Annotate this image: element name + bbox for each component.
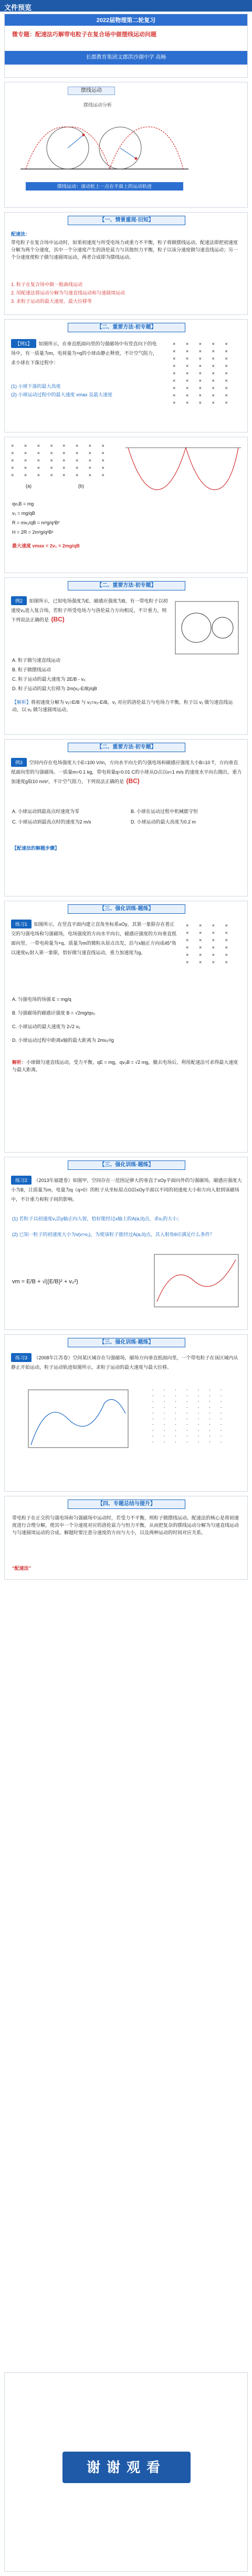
fig-label-a: (a) bbox=[26, 483, 32, 489]
slide3-point-1: 1. 粒子在复合场中做一般曲线运动 bbox=[11, 282, 83, 287]
slide8-option-b: B. 匀强磁场的磁感应强度 B = √2mg/qv₀ bbox=[12, 1010, 95, 1016]
slide8-tag: 【三、强化训练·题练】 bbox=[68, 904, 185, 914]
slide6-solution bbox=[12, 699, 241, 713]
slide7-note: 【配速法的解题步骤】 bbox=[12, 846, 60, 851]
magnetic-field-grid: × × × × × × × × × × × × × × × × × × × × × × × × × × × × × × × × × × × × × × × × × × × × × bbox=[173, 342, 232, 406]
slide7-example-text: 空间内存在电场强度大小E=100 V/m，方向水平向左的匀强电场和磁感应强度大小B=10 T，方向垂直纸面向里的匀强磁场。一质量m=0.1 kg，带电荷量q=0.01 C的小球从O点以v=1 m/s 的速度水平向右抛出，重力加速度g取10 m/s²，不计空气阻力，下列说法正确的是 bbox=[11, 760, 242, 784]
slide11-tag: 【四、专题总结与提升】 bbox=[68, 1500, 185, 1509]
slide2-caption: 摆线运动：滚动轮上一点在平面上的运动轨迹 bbox=[26, 182, 183, 191]
slide4-question-2: (2) 小球运动过程中的最大速度 vmax 及最大速度 bbox=[11, 392, 113, 397]
field-grid-a: × × × × × × × × × × × × × × × × × × × × bbox=[11, 444, 57, 478]
formula-2: v₁ = mg/qB bbox=[12, 511, 35, 516]
slide4-example bbox=[11, 339, 158, 367]
slide9-question-1: (1) 若粒子以初速度v₁沿y轴正向入射，恰好能经过x轴上的A(a,0)点，求v₁的大小； bbox=[12, 1216, 182, 1221]
slide9-formula: vm = E/B + √((E/B)² + v₀²) bbox=[12, 1279, 78, 1285]
slide7-tag: 【二、重要方法·初专题】 bbox=[68, 743, 185, 752]
slide8-solution-label: 解析 bbox=[12, 1060, 22, 1065]
slide4-question-1: (1) 小球下落的最大高度 bbox=[11, 384, 61, 389]
slide3-body: 带电粒子在复合场中运动时，如果初速度与所受电场力或重力不平衡，粒子将做摆线运动。配速法即把初速度分解为两个分速度，其中一个分速度产生的洛伦兹力与其他恒力平衡，粒子以该分速度做匀速直线运动；另一个分速度使粒子做匀速圆周运动，两者合成即为摆线运动。 bbox=[11, 240, 238, 260]
slide6-solution-label: 【解析】 bbox=[12, 700, 32, 705]
slide5-answer: 最大速度 vmax = 2v₁ = 2mg/qB bbox=[12, 543, 80, 548]
slide7-example bbox=[11, 757, 242, 786]
slide10-example-label: 练习3 bbox=[11, 1353, 32, 1362]
slide-6 bbox=[4, 577, 248, 735]
slide-9 bbox=[4, 1157, 248, 1330]
slide-11 bbox=[4, 1496, 248, 1580]
slide-5 bbox=[4, 437, 248, 573]
slide1-topic-text: 配速法巧解带电粒子在复合场中做摆线运动问题 bbox=[35, 31, 156, 38]
slide8-solution-text: 小球做匀速直线运动，受力平衡，qE = mg，qv₀B = √2 mg，撤去电场后，利用配速法可求得最大速度与最大距离。 bbox=[12, 1060, 238, 1072]
slide6-example-label: 例2 bbox=[11, 596, 27, 605]
slide6-figure bbox=[173, 599, 241, 657]
cycloid-figure bbox=[20, 109, 188, 177]
slide8-option-a: A. 匀强电场的场强 E = mg/q bbox=[12, 997, 71, 1002]
slide7-option-c: C. 小球运动到最高点时的速度为2 m/s bbox=[12, 819, 91, 825]
slide1-topic bbox=[12, 30, 241, 38]
slide9-example-text: （2013年福建卷）如图甲，空间存在一范围足够大的垂直于xOy平面向外的匀强磁场，磁感应强度大小为B，让质量为m，电量为q（q>0）的粒子从坐标原点O沿xOy平面以不同的初速度大小和方向入射到该磁场中，不计重力和粒子间的影响。 bbox=[11, 1178, 242, 1202]
slide6-option-d: D. 粒子运动的最大位移为 2m(v₀-E/B)/qB bbox=[12, 686, 97, 691]
slide6-option-a: A. 粒子做匀速直线运动 bbox=[12, 658, 61, 663]
slide-8 bbox=[4, 901, 248, 1153]
end-slide bbox=[4, 2372, 248, 2572]
slide8-example-text: 如图所示，在竖直平面内建立直角坐标系xOy，其第一象限存在着正交的匀强电场和匀强磁场，电场强度的方向水平向右，磁感应强度的方向垂直纸面向里。一带电荷量为+q、质量为m的微粒从原点出发，沿与x轴正方向成45°角以速度v₀射入第一象限，恰好做匀速直线运动，重力加速度为g。 bbox=[11, 922, 177, 955]
slide-2 bbox=[4, 82, 248, 208]
slide8-option-c: C. 小球运动的最大速度为 2√2 v₀ bbox=[12, 1024, 80, 1029]
slide6-tag: 【二、重要方法·初专题】 bbox=[68, 581, 185, 590]
slide1-author-bar bbox=[5, 51, 247, 65]
slide6-example-text: 如图所示，已知电场强度为E、磁感应强度为B，有一带电粒子以初速度v₀进入复合场，若粒子所受电场力与洛伦兹力方向相反，不计重力，则下列说法正确的是 bbox=[11, 598, 168, 622]
slide4-example-label: 【例1】 bbox=[11, 339, 36, 348]
slide-7 bbox=[4, 739, 248, 896]
slide7-option-d: D. 小球运动的最大高度为0.2 m bbox=[131, 819, 196, 825]
field-grid-b: × × × × × × × × × × × × × × × × × × × × bbox=[62, 444, 108, 478]
slide-3 bbox=[4, 212, 248, 315]
slide8-example bbox=[11, 919, 179, 957]
slide7-answer-mark: (BC) bbox=[126, 777, 140, 785]
slide11-summary: 带电粒子在正交的匀强电场和匀强磁场中运动时，若受力不平衡，则粒子做摆线运动。配速法的核心是将初速度进行合理分解，使其中一个分速度对应的洛伦兹力与恒力平衡，从而把复杂的摆线运动分解为匀速直线运动与匀速圆周运动的合成。解题时要注意分速度的方向与大小，以及两种运动的时间对应关系。 bbox=[12, 1515, 239, 1535]
slide9-example bbox=[11, 1175, 242, 1203]
slide10-tag: 【三、强化训练·题练】 bbox=[68, 1338, 185, 1347]
formula-4: H = 2R = 2m²g/q²B² bbox=[12, 530, 54, 535]
slide9-figure bbox=[152, 1252, 241, 1310]
slide2-subtitle: 摆线运动分析 bbox=[83, 102, 112, 108]
fig-label-b: (b) bbox=[78, 483, 84, 489]
slide6-option-c: C. 粒子运动的最大速度为 2E/B - v₀ bbox=[12, 677, 86, 682]
slide7-option-b: B. 小球在运动过程中机械能守恒 bbox=[131, 809, 198, 814]
slide8-solution: 解析：小球做匀速直线运动，受力平衡，qE = mg，qv₀B = √2 mg，撤去电场后，利用配速法可求得最大速度与最大距离。 bbox=[12, 1060, 238, 1072]
slide2-title: 摆线运动 bbox=[68, 87, 115, 95]
formula-3: R = mv₁/qB = m²g/q²B² bbox=[12, 520, 60, 525]
formula-1: qv₁B = mg bbox=[12, 501, 34, 506]
slide3-tag: 【一、情景重现·旧知】 bbox=[68, 216, 185, 225]
slide6-answer-mark: (BC) bbox=[51, 616, 65, 623]
slide3-point-2: 2. 用配速法将运动分解为匀速直线运动和匀速圆周运动 bbox=[11, 290, 125, 295]
slide10-figure bbox=[26, 1387, 131, 1450]
thanks-banner: 谢谢观看 bbox=[62, 2452, 191, 2483]
slide9-tag: 【三、强化训练·题练】 bbox=[68, 1160, 185, 1170]
slide7-example-label: 例3 bbox=[11, 758, 27, 767]
slide1-header: 2022届物理第二轮复习 bbox=[5, 14, 247, 26]
slide8-field-grid: × × × × × × × × × × × × × × × × × × × × × × × × bbox=[186, 923, 232, 965]
slide10-field-dots: · · · · · · · · · · · · · · · · · · · · · · · · · · · · · · · · · · · · · · · · · · · · · · · · · · · · · · · · · · · · · · · · · · · · · · bbox=[152, 1388, 226, 1444]
slide9-question-2: (2) 已知一粒子的初速度大小为v(v>v₁)，为使该粒子能经过A(a,0)点，其入射角θ应满足什么条件？ bbox=[12, 1232, 215, 1237]
slide7-option-a: A. 小球运动到最高点时速度为零 bbox=[12, 809, 80, 814]
cycloid-trajectory-figure bbox=[125, 442, 241, 495]
slide1-topic-label: 微专题： bbox=[12, 31, 35, 38]
slide10-example bbox=[11, 1353, 242, 1371]
slide4-example-text: 如图所示，在垂直纸面向里的匀强磁场中有竖直向下的电场中，有一质量为m，电荷量为+q的小球由静止释放，不计空气阻力，求小球在下落过程中： bbox=[11, 341, 158, 365]
slide3-point-3: 3. 求粒子运动的最大速度、最大位移等 bbox=[11, 299, 92, 304]
slide3-heading: 配速法： bbox=[11, 231, 30, 237]
slide4-tag: 【二、重要方法·初专题】 bbox=[68, 323, 185, 332]
slide8-example-label: 练习1 bbox=[11, 920, 32, 928]
slide-4 bbox=[4, 319, 248, 432]
slide6-example bbox=[11, 596, 169, 624]
slide11-highlight: “配速法” bbox=[12, 1566, 32, 1571]
slide-1 bbox=[4, 14, 248, 78]
slide6-option-b: B. 粒子做摆线运动 bbox=[12, 667, 51, 672]
slide1-author: 长郡教育集团文郡洪沙湖中学 高畅 bbox=[86, 55, 166, 60]
slide10-example-text: （2008年江苏卷）空间某区域存在匀强磁场，磁场方向垂直纸面向里，一个带电粒子在该区域内从静止开始运动，粒子运动轨迹如图所示，求粒子运动的最大速度与最大位移。 bbox=[11, 1355, 238, 1370]
slide-10 bbox=[4, 1334, 248, 1492]
slide9-example-label: 练习2 bbox=[11, 1176, 32, 1185]
window-title: 文件预览 bbox=[0, 0, 252, 12]
slide8-option-d: D. 小球运动过程中距离x轴的最大距离为 2mv₀²/g bbox=[12, 1038, 114, 1043]
slide6-solution-text: 将初速度分解为 v₁=E/B 与 v₂=v₀-E/B，v₁ 对应的洛伦兹力与电场力平衡，粒子以 v₁ 做匀速直线运动，以 v₂ 做匀速圆周运动。 bbox=[12, 700, 233, 712]
